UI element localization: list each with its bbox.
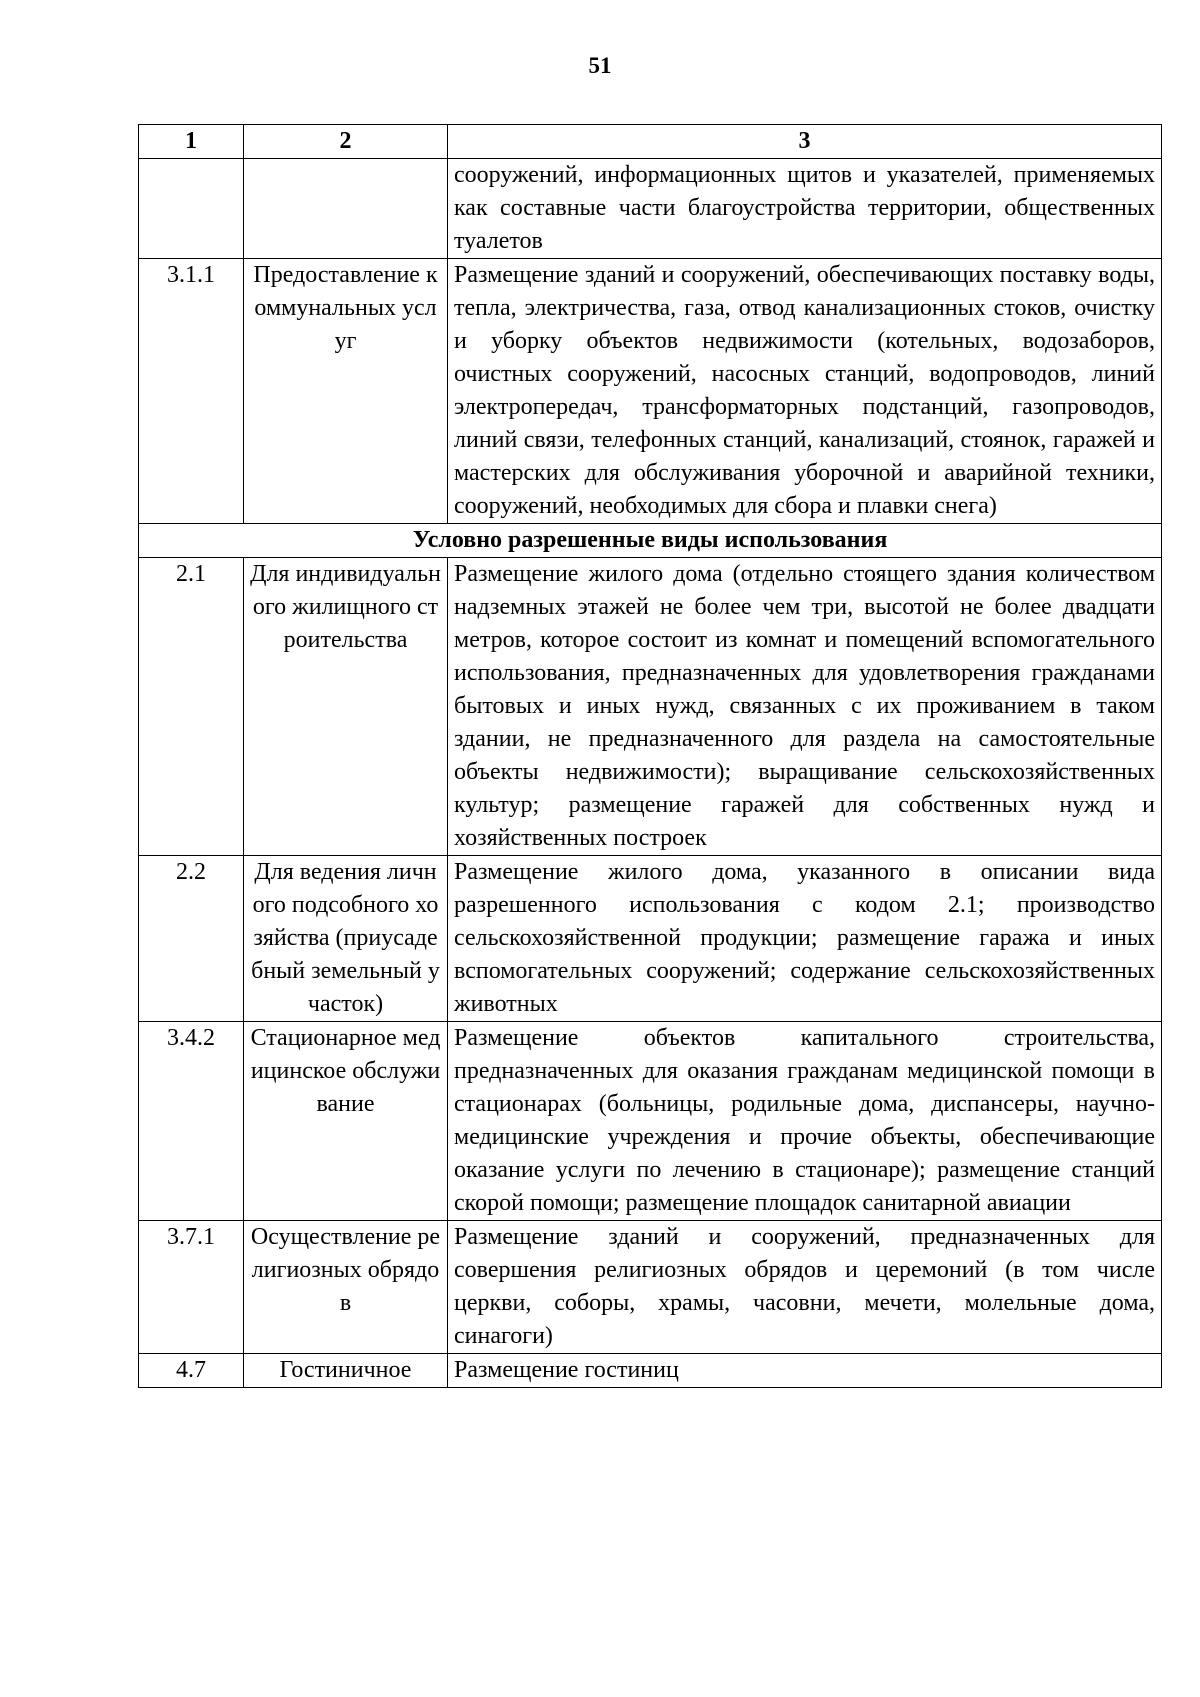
row-description: Размещение зданий и сооружений, обеспечивающих поставку воды, тепла, электричества, газа, отвод канализационных стоков, очистку и уборку объектов недвижимости (котельных, водозаборов, очистных сооружений, насосных станций, водопроводов, линий электропередач, трансформаторных подстанций, газопроводов, линий связи, телефонных станций, канализаций, стоянок, гаражей и мастерских для обслуживания уборочной и аварийной техники, сооружений, необходимых для сбора и плавки снега): [448, 259, 1162, 524]
row-code: 4.7: [139, 1354, 244, 1388]
row-description: сооружений, информационных щитов и указателей, применяемых как составные части благоустройства территории, общественных туалетов: [448, 159, 1162, 259]
table-row: [139, 259, 1162, 524]
row-description: Размещение жилого дома (отдельно стоящего здания количеством надземных этажей не более чем три, высотой не более двадцати метров, которое состоит из комнат и помещений вспомогательного использования, предназначенных для удовлетворения гражданами бытовых и иных нужд, связанных с их проживанием в таком здании, не предназначенного для раздела на самостоятельные объекты недвижимости); выращивание сельскохозяйственных культур; размещение гаражей для собственных нужд и хозяйственных построек: [448, 558, 1162, 856]
row-description: Размещение зданий и сооружений, предназначенных для совершения религиозных обрядов и церемоний (в том числе церкви, соборы, храмы, часовни, мечети, молельные дома, синагоги): [448, 1221, 1162, 1354]
row-code: 3.1.1: [139, 259, 244, 524]
table-row: [139, 1022, 1162, 1221]
row-description: Размещение гостиниц: [448, 1354, 1162, 1388]
row-code: [139, 159, 244, 259]
land-use-table: [138, 124, 1162, 1388]
table-row: [139, 856, 1162, 1022]
table-row: [139, 1221, 1162, 1354]
row-name: [244, 159, 448, 259]
row-name: Стационарное медицинское обслуживание: [244, 1022, 448, 1221]
row-code: 2.2: [139, 856, 244, 1022]
table-row: [139, 558, 1162, 856]
table-header-row: [139, 125, 1162, 159]
row-name: Для индивидуального жилищного строительства: [244, 558, 448, 856]
table-row: [139, 159, 1162, 259]
header-col-3: 3: [448, 125, 1162, 159]
header-col-1: 1: [139, 125, 244, 159]
row-name: Для ведения личного подсобного хозяйства (приусадебный земельный участок): [244, 856, 448, 1022]
row-description: Размещение объектов капитального строительства, предназначенных для оказания гражданам медицинской помощи в стационарах (больницы, родильные дома, диспансеры, научно-медицинские учреждения и прочие объекты, обеспечивающие оказание услуги по лечению в стационаре); размещение станций скорой помощи; размещение площадок санитарной авиации: [448, 1022, 1162, 1221]
row-name: Предоставление коммунальных услуг: [244, 259, 448, 524]
section-row: [139, 524, 1162, 558]
table-row: [139, 1354, 1162, 1388]
page-number: 51: [588, 53, 612, 78]
row-description: Размещение жилого дома, указанного в описании вида разрешенного использования с кодом 2.1; производство сельскохозяйственной продукции; размещение гаража и иных вспомогательных сооружений; содержание сельскохозяйственных животных: [448, 856, 1162, 1022]
header-col-2: 2: [244, 125, 448, 159]
row-code: 3.4.2: [139, 1022, 244, 1221]
section-title: Условно разрешенные виды использования: [139, 524, 1162, 558]
row-code: 3.7.1: [139, 1221, 244, 1354]
row-name: Осуществление религиозных обрядов: [244, 1221, 448, 1354]
row-name: Гостиничное: [244, 1354, 448, 1388]
row-code: 2.1: [139, 558, 244, 856]
